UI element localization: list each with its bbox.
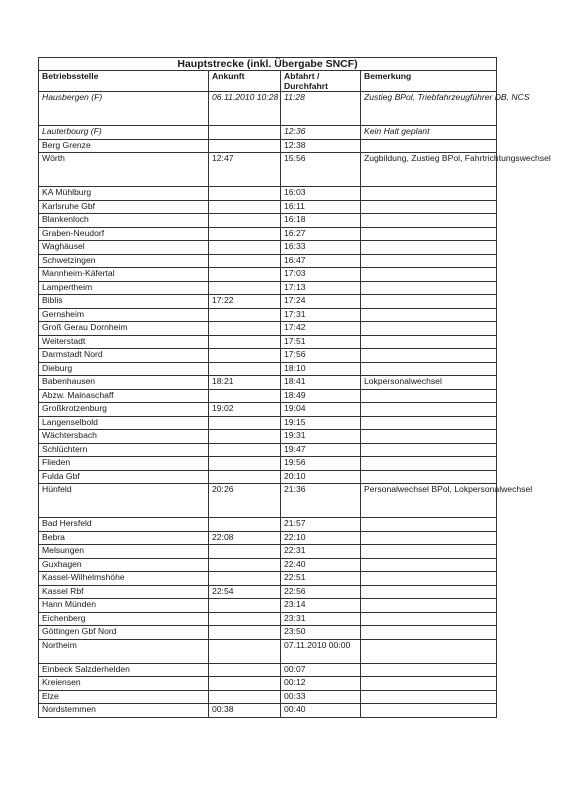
table-row xyxy=(39,572,497,586)
remark-cell xyxy=(361,663,497,677)
table-row xyxy=(39,362,497,376)
remark-cell xyxy=(361,187,497,201)
arrival-cell: 00:38 xyxy=(209,704,281,718)
departure-cell: 19:56 xyxy=(281,457,361,471)
table-row xyxy=(39,704,497,718)
arrival-cell xyxy=(209,227,281,241)
departure-cell: 22:56 xyxy=(281,585,361,599)
departure-cell: 12:38 xyxy=(281,139,361,153)
station-cell: Mannheim-Käfertal xyxy=(39,268,209,282)
table-row xyxy=(39,187,497,201)
arrival-cell xyxy=(209,335,281,349)
departure-cell: 20:10 xyxy=(281,470,361,484)
remark-cell xyxy=(361,626,497,640)
remark-cell: Personalwechsel BPol, Lokpersonalwechsel xyxy=(361,484,497,518)
arrival-cell xyxy=(209,677,281,691)
remark-cell xyxy=(361,612,497,626)
station-cell: Bad Hersfeld xyxy=(39,518,209,532)
arrival-cell: 06.11.2010 10:28 xyxy=(209,92,281,126)
table-row xyxy=(39,403,497,417)
table-row xyxy=(39,227,497,241)
departure-cell: 22:40 xyxy=(281,558,361,572)
station-cell: Lauterbourg (F) xyxy=(39,126,209,140)
departure-cell: 15:56 xyxy=(281,153,361,187)
table-title: Hauptstrecke (inkl. Übergabe SNCF) xyxy=(39,58,497,71)
remark-cell: Lokpersonalwechsel xyxy=(361,376,497,390)
departure-cell: 07.11.2010 00:00 xyxy=(281,639,361,663)
table-row xyxy=(39,200,497,214)
remark-cell xyxy=(361,430,497,444)
remark-cell xyxy=(361,558,497,572)
table-row xyxy=(39,585,497,599)
table-row xyxy=(39,599,497,613)
remark-cell xyxy=(361,322,497,336)
arrival-cell xyxy=(209,389,281,403)
table-row xyxy=(39,457,497,471)
station-cell: Nordstemmen xyxy=(39,704,209,718)
header-departure: Abfahrt / Durchfahrt xyxy=(281,71,361,92)
remark-cell xyxy=(361,416,497,430)
remark-cell xyxy=(361,268,497,282)
remark-cell: Zugbildung, Zustieg BPol, Fahrtrichtungswechsel xyxy=(361,153,497,187)
remark-cell xyxy=(361,443,497,457)
remark-cell xyxy=(361,214,497,228)
station-cell: Schwetzingen xyxy=(39,254,209,268)
station-cell: Langenselbold xyxy=(39,416,209,430)
departure-cell: 18:41 xyxy=(281,376,361,390)
departure-cell: 00:12 xyxy=(281,677,361,691)
table-row xyxy=(39,677,497,691)
arrival-cell xyxy=(209,443,281,457)
departure-cell: 16:11 xyxy=(281,200,361,214)
departure-cell: 16:33 xyxy=(281,241,361,255)
station-cell: Babenhausen xyxy=(39,376,209,390)
departure-cell: 19:15 xyxy=(281,416,361,430)
schedule-table xyxy=(38,57,551,718)
arrival-cell xyxy=(209,572,281,586)
departure-cell: 00:07 xyxy=(281,663,361,677)
table-row xyxy=(39,281,497,295)
table-row xyxy=(39,295,497,309)
table-row xyxy=(39,443,497,457)
remark-cell xyxy=(361,200,497,214)
station-cell: Waghäusel xyxy=(39,241,209,255)
arrival-cell: 20:26 xyxy=(209,484,281,518)
station-cell: Wächtersbach xyxy=(39,430,209,444)
station-cell: Kassel Rbf xyxy=(39,585,209,599)
arrival-cell xyxy=(209,612,281,626)
departure-cell: 23:14 xyxy=(281,599,361,613)
departure-cell: 22:10 xyxy=(281,531,361,545)
station-cell: Graben-Neudorf xyxy=(39,227,209,241)
arrival-cell: 18:21 xyxy=(209,376,281,390)
arrival-cell xyxy=(209,281,281,295)
remark-cell xyxy=(361,362,497,376)
departure-cell: 19:04 xyxy=(281,403,361,417)
remark-cell xyxy=(361,254,497,268)
table-row xyxy=(39,241,497,255)
station-cell: Schlüchtern xyxy=(39,443,209,457)
table-row xyxy=(39,663,497,677)
table-row xyxy=(39,308,497,322)
departure-cell: 17:24 xyxy=(281,295,361,309)
station-cell: Gernsheim xyxy=(39,308,209,322)
table-row xyxy=(39,639,497,663)
remark-cell xyxy=(361,295,497,309)
remark-cell xyxy=(361,531,497,545)
departure-cell: 17:42 xyxy=(281,322,361,336)
arrival-cell xyxy=(209,139,281,153)
station-cell: Großkrotzenburg xyxy=(39,403,209,417)
departure-cell: 17:56 xyxy=(281,349,361,363)
remark-cell xyxy=(361,241,497,255)
remark-cell xyxy=(361,389,497,403)
table-row xyxy=(39,254,497,268)
table-row xyxy=(39,690,497,704)
remark-cell xyxy=(361,457,497,471)
remark-cell xyxy=(361,518,497,532)
station-cell: Melsungen xyxy=(39,545,209,559)
table-row xyxy=(39,470,497,484)
station-cell: Abzw. Mainaschaff xyxy=(39,389,209,403)
table-row xyxy=(39,92,497,126)
departure-cell: 18:49 xyxy=(281,389,361,403)
table-row xyxy=(39,416,497,430)
station-cell: Kreiensen xyxy=(39,677,209,691)
table-row xyxy=(39,126,497,140)
departure-cell: 22:31 xyxy=(281,545,361,559)
remark-cell xyxy=(361,572,497,586)
remark-cell: Kein Halt geplant xyxy=(361,126,497,140)
remark-cell xyxy=(361,639,497,663)
arrival-cell xyxy=(209,308,281,322)
departure-cell: 11:28 xyxy=(281,92,361,126)
departure-cell: 16:27 xyxy=(281,227,361,241)
station-cell: Guxhagen xyxy=(39,558,209,572)
arrival-cell xyxy=(209,457,281,471)
arrival-cell xyxy=(209,254,281,268)
remark-cell xyxy=(361,470,497,484)
station-cell: Biblis xyxy=(39,295,209,309)
station-cell: Eichenberg xyxy=(39,612,209,626)
station-cell: Hausbergen (F) xyxy=(39,92,209,126)
table-row xyxy=(39,389,497,403)
station-cell: Einbeck Salzderhelden xyxy=(39,663,209,677)
station-cell: Northeim xyxy=(39,639,209,663)
table-row xyxy=(39,518,497,532)
remark-cell xyxy=(361,308,497,322)
arrival-cell xyxy=(209,268,281,282)
remark-cell xyxy=(361,349,497,363)
arrival-cell xyxy=(209,599,281,613)
station-cell: KA Mühlburg xyxy=(39,187,209,201)
table-row xyxy=(39,430,497,444)
remark-cell: Zustieg BPol, Triebfahrzeugführer DB, NCS xyxy=(361,92,497,126)
departure-cell: 18:10 xyxy=(281,362,361,376)
remark-cell xyxy=(361,704,497,718)
arrival-cell xyxy=(209,558,281,572)
schedule-rows xyxy=(39,92,551,718)
departure-cell: 21:36 xyxy=(281,484,361,518)
header-remark: Bemerkung xyxy=(361,71,497,92)
station-cell: Elze xyxy=(39,690,209,704)
departure-cell: 17:51 xyxy=(281,335,361,349)
remark-cell xyxy=(361,227,497,241)
departure-cell: 12:36 xyxy=(281,126,361,140)
arrival-cell xyxy=(209,545,281,559)
departure-cell: 00:40 xyxy=(281,704,361,718)
remark-cell xyxy=(361,139,497,153)
departure-cell: 19:31 xyxy=(281,430,361,444)
departure-cell: 17:13 xyxy=(281,281,361,295)
remark-cell xyxy=(361,599,497,613)
arrival-cell xyxy=(209,663,281,677)
arrival-cell xyxy=(209,214,281,228)
station-cell: Kassel-Wilhelmshöhe xyxy=(39,572,209,586)
arrival-cell: 19:02 xyxy=(209,403,281,417)
table-row xyxy=(39,484,497,518)
table-row xyxy=(39,153,497,187)
arrival-cell xyxy=(209,690,281,704)
remark-cell xyxy=(361,585,497,599)
station-cell: Hünfeld xyxy=(39,484,209,518)
arrival-cell xyxy=(209,187,281,201)
table-row xyxy=(39,139,497,153)
arrival-cell xyxy=(209,518,281,532)
station-cell: Wörth xyxy=(39,153,209,187)
arrival-cell: 22:54 xyxy=(209,585,281,599)
arrival-cell: 12:47 xyxy=(209,153,281,187)
station-cell: Karlsruhe Gbf xyxy=(39,200,209,214)
station-cell: Fulda Gbf xyxy=(39,470,209,484)
station-cell: Göttingen Gbf Nord xyxy=(39,626,209,640)
remark-cell xyxy=(361,690,497,704)
station-cell: Berg Grenze xyxy=(39,139,209,153)
table-row xyxy=(39,268,497,282)
departure-cell: 23:31 xyxy=(281,612,361,626)
table-row xyxy=(39,612,497,626)
table-row xyxy=(39,349,497,363)
departure-cell: 17:31 xyxy=(281,308,361,322)
station-cell: Hann Münden xyxy=(39,599,209,613)
header-arrival: Ankunft xyxy=(209,71,281,92)
station-cell: Lampertheim xyxy=(39,281,209,295)
station-cell: Blankenloch xyxy=(39,214,209,228)
arrival-cell xyxy=(209,626,281,640)
station-cell: Dieburg xyxy=(39,362,209,376)
departure-cell: 16:03 xyxy=(281,187,361,201)
remark-cell xyxy=(361,281,497,295)
arrival-cell xyxy=(209,416,281,430)
remark-cell xyxy=(361,335,497,349)
arrival-cell: 22:08 xyxy=(209,531,281,545)
table-row xyxy=(39,626,497,640)
arrival-cell xyxy=(209,126,281,140)
station-cell: Bebra xyxy=(39,531,209,545)
arrival-cell xyxy=(209,470,281,484)
header-station: Betriebsstelle xyxy=(39,71,209,92)
arrival-cell xyxy=(209,349,281,363)
departure-cell: 16:18 xyxy=(281,214,361,228)
station-cell: Weiterstadt xyxy=(39,335,209,349)
table-row xyxy=(39,545,497,559)
arrival-cell xyxy=(209,241,281,255)
departure-cell: 17:03 xyxy=(281,268,361,282)
table-row xyxy=(39,531,497,545)
departure-cell: 19:47 xyxy=(281,443,361,457)
arrival-cell xyxy=(209,430,281,444)
remark-cell xyxy=(361,545,497,559)
remark-cell xyxy=(361,403,497,417)
table-row xyxy=(39,376,497,390)
departure-cell: 00:33 xyxy=(281,690,361,704)
arrival-cell xyxy=(209,200,281,214)
station-cell: Groß Gerau Dornheim xyxy=(39,322,209,336)
arrival-cell xyxy=(209,639,281,663)
table-row xyxy=(39,322,497,336)
departure-cell: 23:50 xyxy=(281,626,361,640)
departure-cell: 21:57 xyxy=(281,518,361,532)
departure-cell: 22:51 xyxy=(281,572,361,586)
table-row xyxy=(39,214,497,228)
arrival-cell xyxy=(209,322,281,336)
table-row xyxy=(39,558,497,572)
station-cell: Flieden xyxy=(39,457,209,471)
station-cell: Darmstadt Nord xyxy=(39,349,209,363)
remark-cell xyxy=(361,677,497,691)
departure-cell: 16:47 xyxy=(281,254,361,268)
table-row xyxy=(39,335,497,349)
arrival-cell: 17:22 xyxy=(209,295,281,309)
arrival-cell xyxy=(209,362,281,376)
